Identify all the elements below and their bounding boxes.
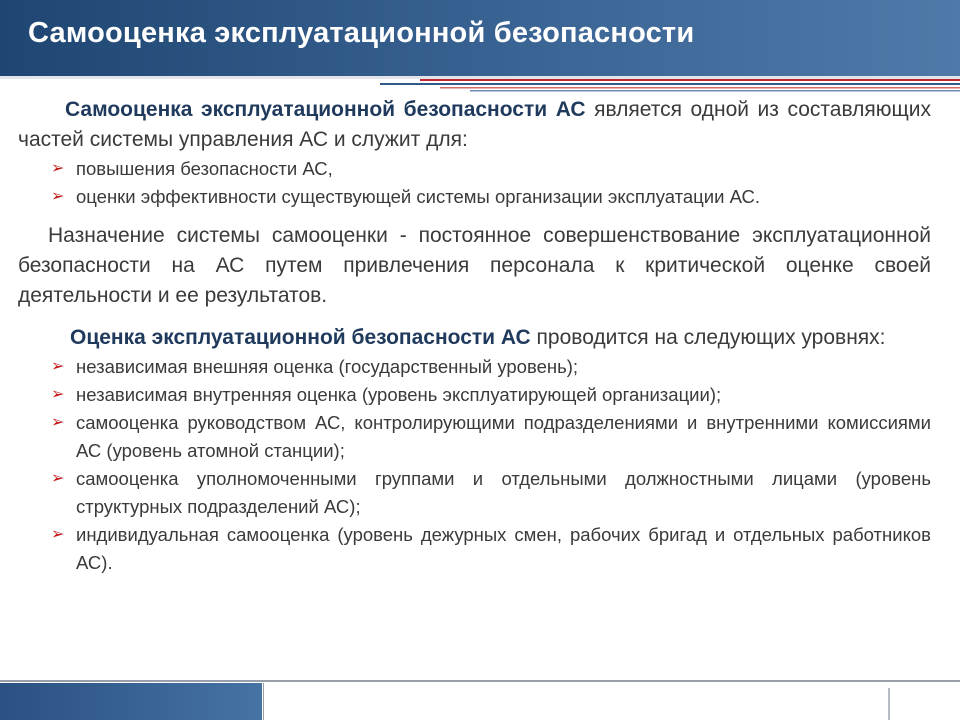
section1-lead: Самооценка эксплуатационной безопасности АС <box>65 98 586 121</box>
arrow-bullet-icon: ➢ <box>51 358 65 375</box>
section1-rest: является одной из составляющих частей системы управления АС и служит для: <box>18 98 931 151</box>
list-item <box>18 155 931 183</box>
section3-paragraph <box>18 323 931 353</box>
arrow-bullet-icon: ➢ <box>51 470 65 487</box>
list-item <box>18 381 931 409</box>
list-item-text: независимая внешняя оценка (государственный уровень); <box>76 356 579 377</box>
footer-divider <box>263 683 264 720</box>
footer-line <box>0 680 960 682</box>
stripe-blue-2 <box>470 90 960 92</box>
section3-list <box>18 353 931 577</box>
list-item-text: самооценка руководством АС, контролирующими подразделениями и внутренними комиссиями АС (уровень атомной станции); <box>76 412 931 461</box>
stripe-red-1 <box>420 79 960 81</box>
section1-paragraph <box>18 95 931 155</box>
list-item-text: оценки эффективности существующей системы организации эксплуатации АС. <box>76 186 761 207</box>
list-item <box>18 521 931 577</box>
list-item <box>18 409 931 465</box>
list-item <box>18 465 931 521</box>
section1-list <box>18 155 931 211</box>
footer-divider-right <box>888 688 890 720</box>
arrow-bullet-icon: ➢ <box>51 160 65 177</box>
slide-content <box>18 95 931 577</box>
stripe-red-2 <box>440 87 960 89</box>
list-item-text: индивидуальная самооценка (уровень дежурных смен, рабочих бригад и отдельных работников АС). <box>76 524 931 573</box>
stripe-blue-1 <box>380 83 960 85</box>
list-item <box>18 353 931 381</box>
section3-lead: Оценка эксплуатационной безопасности АС <box>70 326 531 349</box>
list-item-text: независимая внутренняя оценка (уровень эксплуатирующей организации); <box>76 384 722 405</box>
arrow-bullet-icon: ➢ <box>51 188 65 205</box>
section3-rest: проводится на следующих уровнях: <box>530 326 886 349</box>
list-item-text: самооценка уполномоченными группами и отдельными должностными лицами (уровень структурных подразделений АС); <box>76 468 931 517</box>
list-item-text: повышения безопасности АС, <box>76 158 333 179</box>
stripe-gray-top <box>0 76 960 79</box>
page-title: Самооценка эксплуатационной безопасности <box>28 17 695 49</box>
arrow-bullet-icon: ➢ <box>51 414 65 431</box>
list-item <box>18 183 931 211</box>
arrow-bullet-icon: ➢ <box>51 526 65 543</box>
arrow-bullet-icon: ➢ <box>51 386 65 403</box>
header-bar <box>0 0 960 76</box>
footer-bar <box>0 683 262 720</box>
section2-paragraph: Назначение системы самооценки - постоянное совершенствование эксплуатационной безопасности на АС путем привлечения персонала к критической оценке своей деятельности и ее результатов. <box>18 224 931 307</box>
decorative-stripes <box>0 76 960 96</box>
